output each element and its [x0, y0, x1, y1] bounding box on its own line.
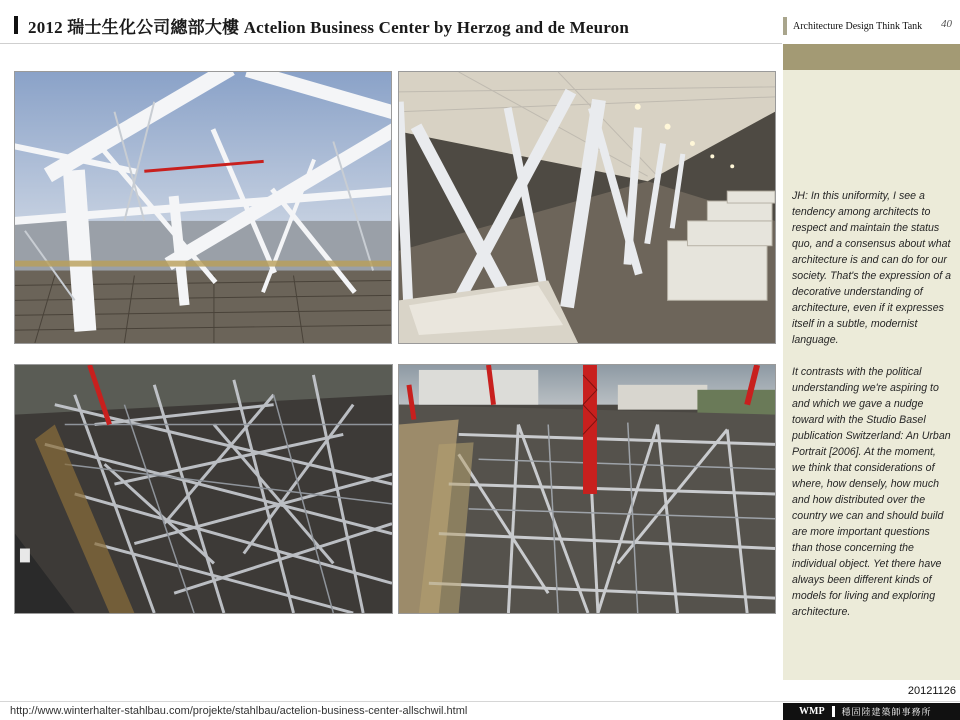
- firm-separator: [832, 706, 835, 717]
- firm-logo-text: WMP: [799, 706, 825, 717]
- sidebar-panel: [783, 70, 960, 680]
- title-divider: [0, 43, 782, 44]
- brand-marker: [783, 17, 787, 35]
- slide-title: 2012 瑞士生化公司總部大樓 Actelion Business Center by Herzog and de Meuron: [28, 17, 630, 37]
- photo-aerial-cranes: [398, 364, 776, 614]
- brand-tag: [783, 16, 960, 36]
- quote-paragraph-1: JH: In this uniformity, I see a tendency among architects to respect and maintain the status quo, and a consensus about what architecture is and can do for our society. That's the expression of a decorative understanding of architecture, even if it expresses itself in a subtle, modernist language.: [792, 190, 952, 346]
- photo-interior-corridor: [398, 71, 776, 344]
- title-marker: [14, 16, 18, 34]
- photo-aerial-steel-lattice: [14, 364, 393, 614]
- brand-name: Architecture Design Think Tank: [793, 20, 923, 32]
- sidebar-header-band: [783, 44, 960, 70]
- slide-date: 20121126: [907, 685, 956, 697]
- firm-name: 穩固陸建築師事務所: [841, 707, 932, 717]
- source-url[interactable]: http://www.winterhalter-stahlbau.com/projekte/stahlbau/actelion-business-center-allschwil.html: [10, 705, 468, 717]
- footer-divider: [0, 701, 960, 702]
- page-number: 40: [941, 18, 952, 30]
- slide-title-bar: [14, 14, 629, 36]
- photo-roof-trusses: [14, 71, 392, 344]
- quote-paragraph-2: It contrasts with the political understanding we're aspiring to and which we gave a nudge toward with the Studio Basel publication Switzerland: An Urban Portrait [2006]. At the moment, we think that considerations of where, how densely, how much and how distributed over the country we can and should build are more important questions than those concerning the individual object. Yet there have always been different kinds of models for living and exploring architecture.: [792, 366, 951, 618]
- firm-badge: [783, 703, 960, 720]
- sidebar-quote: [792, 188, 952, 636]
